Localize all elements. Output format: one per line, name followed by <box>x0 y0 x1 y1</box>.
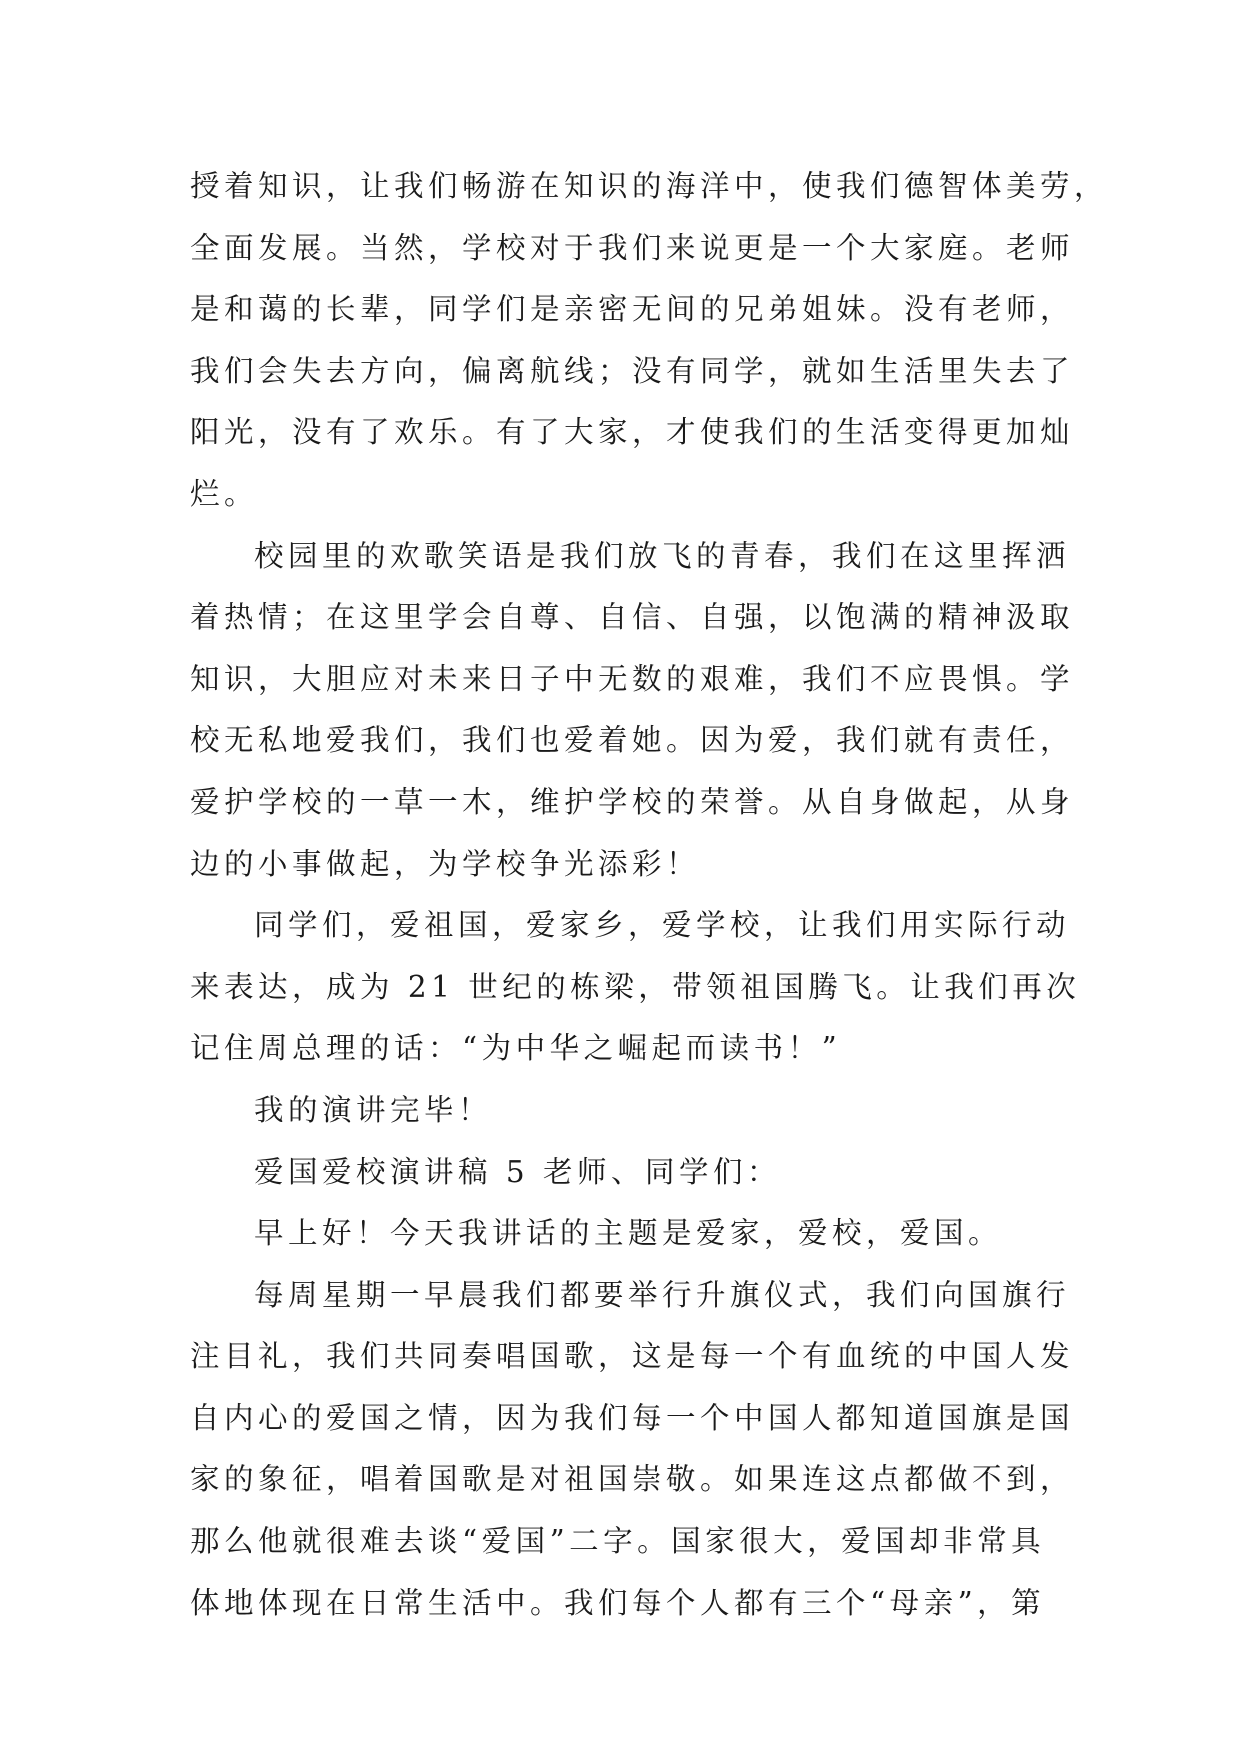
paragraph-first-line: 同学们，爱祖国，爱家乡，爱学校，让我们用实际行动 <box>254 908 1071 943</box>
paragraph-first-line: 每周星期一早晨我们都要举行升旗仪式，我们向国旗行 <box>254 1277 1071 1312</box>
text-line: 全面发展。当然，学校对于我们来说更是一个大家庭。老师 <box>190 230 1075 265</box>
text-line: 家的象征，唱着国歌是对祖国崇敬。如果连这点都做不到， <box>190 1462 1075 1497</box>
paragraph-first-line: 爱国爱校演讲稿 5 老师、同学们： <box>254 1154 782 1189</box>
document-body <box>190 156 1109 1634</box>
text-line: 注目礼，我们共同奏唱国歌，这是每一个有血统的中国人发 <box>190 1339 1075 1374</box>
text-line: 着热情；在这里学会自尊、自信、自强，以饱满的精神汲取 <box>190 600 1075 635</box>
text-line: 记住周总理的话：“为中华之崛起而读书！” <box>190 1031 842 1066</box>
text-line: 来表达，成为 21 世纪的栋梁，带领祖国腾飞。让我们再次 <box>190 969 1081 1004</box>
text-line: 知识，大胆应对未来日子中无数的艰难，我们不应畏惧。学 <box>190 661 1075 696</box>
text-line: 是和蔼的长辈，同学们是亲密无间的兄弟姐妹。没有老师， <box>190 292 1075 327</box>
paragraph-first-line: 我的演讲完毕！ <box>254 1092 493 1127</box>
text-line: 那么他就很难去谈“爱国”二字。国家很大，爱国却非常具 <box>190 1524 1046 1559</box>
text-line: 我们会失去方向，偏离航线；没有同学，就如生活里失去了 <box>190 353 1075 388</box>
text-line: 边的小事做起，为学校争光添彩！ <box>190 846 701 881</box>
text-line: 爱护学校的一草一木，维护学校的荣誉。从自身做起，从身 <box>190 784 1075 819</box>
text-line: 体地体现在日常生活中。我们每个人都有三个“母亲”，第 <box>190 1585 1046 1620</box>
text-line: 校无私地爱我们，我们也爱着她。因为爱，我们就有责任， <box>190 723 1075 758</box>
paragraph-first-line: 早上好！今天我讲话的主题是爱家，爱校，爱国。 <box>254 1216 1003 1251</box>
text-line: 阳光，没有了欢乐。有了大家，才使我们的生活变得更加灿 <box>190 415 1075 450</box>
text-line: 烂。 <box>190 476 259 511</box>
text-line: 自内心的爱国之情，因为我们每一个中国人都知道国旗是国 <box>190 1400 1075 1435</box>
paragraph-first-line: 校园里的欢歌笑语是我们放飞的青春，我们在这里挥洒 <box>254 538 1071 573</box>
text-line: 授着知识，让我们畅游在知识的海洋中，使我们德智体美劳， <box>190 169 1109 203</box>
